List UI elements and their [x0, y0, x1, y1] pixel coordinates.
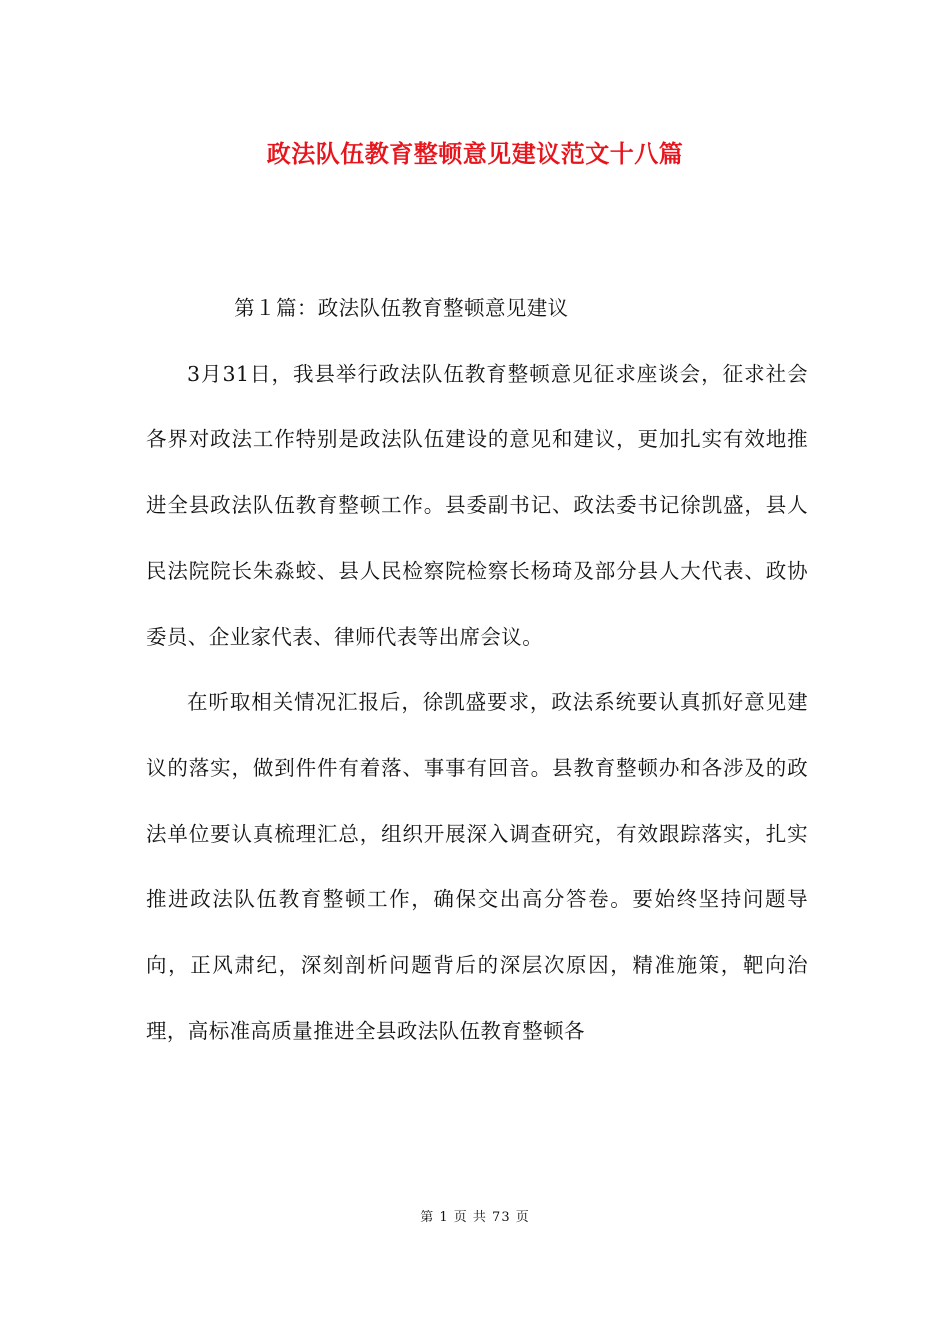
paragraph-2: 在听取相关情况汇报后，徐凯盛要求，政法系统要认真抓好意见建议的落实，做到件件有着落、事事有回音。县教育整顿办和各涉及的政法单位要认真梳理汇总，组织开展深入调查研究，有效跟踪落实，扎实推进政法队伍教育整顿工作，确保交出高分答卷。要始终坚持问题导向，正风肃纪，深刻剖析问题背后的深层次原因，精准施策，靶向治理，高标准高质量推进全县政法队伍教育整顿各	[146, 690, 808, 1043]
page-number-footer: 第 1 页 共 73 页	[420, 1210, 530, 1225]
document-title: 政法队伍教育整顿意见建议范文十八篇	[266, 139, 684, 168]
document-body	[146, 276, 808, 1064]
paragraph-1: 3月31日，我县举行政法队伍教育整顿意见征求座谈会，征求社会各界对政法工作特别是政法队伍建设的意见和建议，更加扎实有效地推进全县政法队伍教育整顿工作。县委副书记、政法委书记徐凯盛，县人民法院院长朱淼蛟、县人民检察院检察长杨琦及部分县人大代表、政协委员、企业家代表、律师代表等出席会议。	[146, 361, 808, 649]
section-heading: 第１篇：政法队伍教育整顿意见建议	[234, 296, 569, 320]
